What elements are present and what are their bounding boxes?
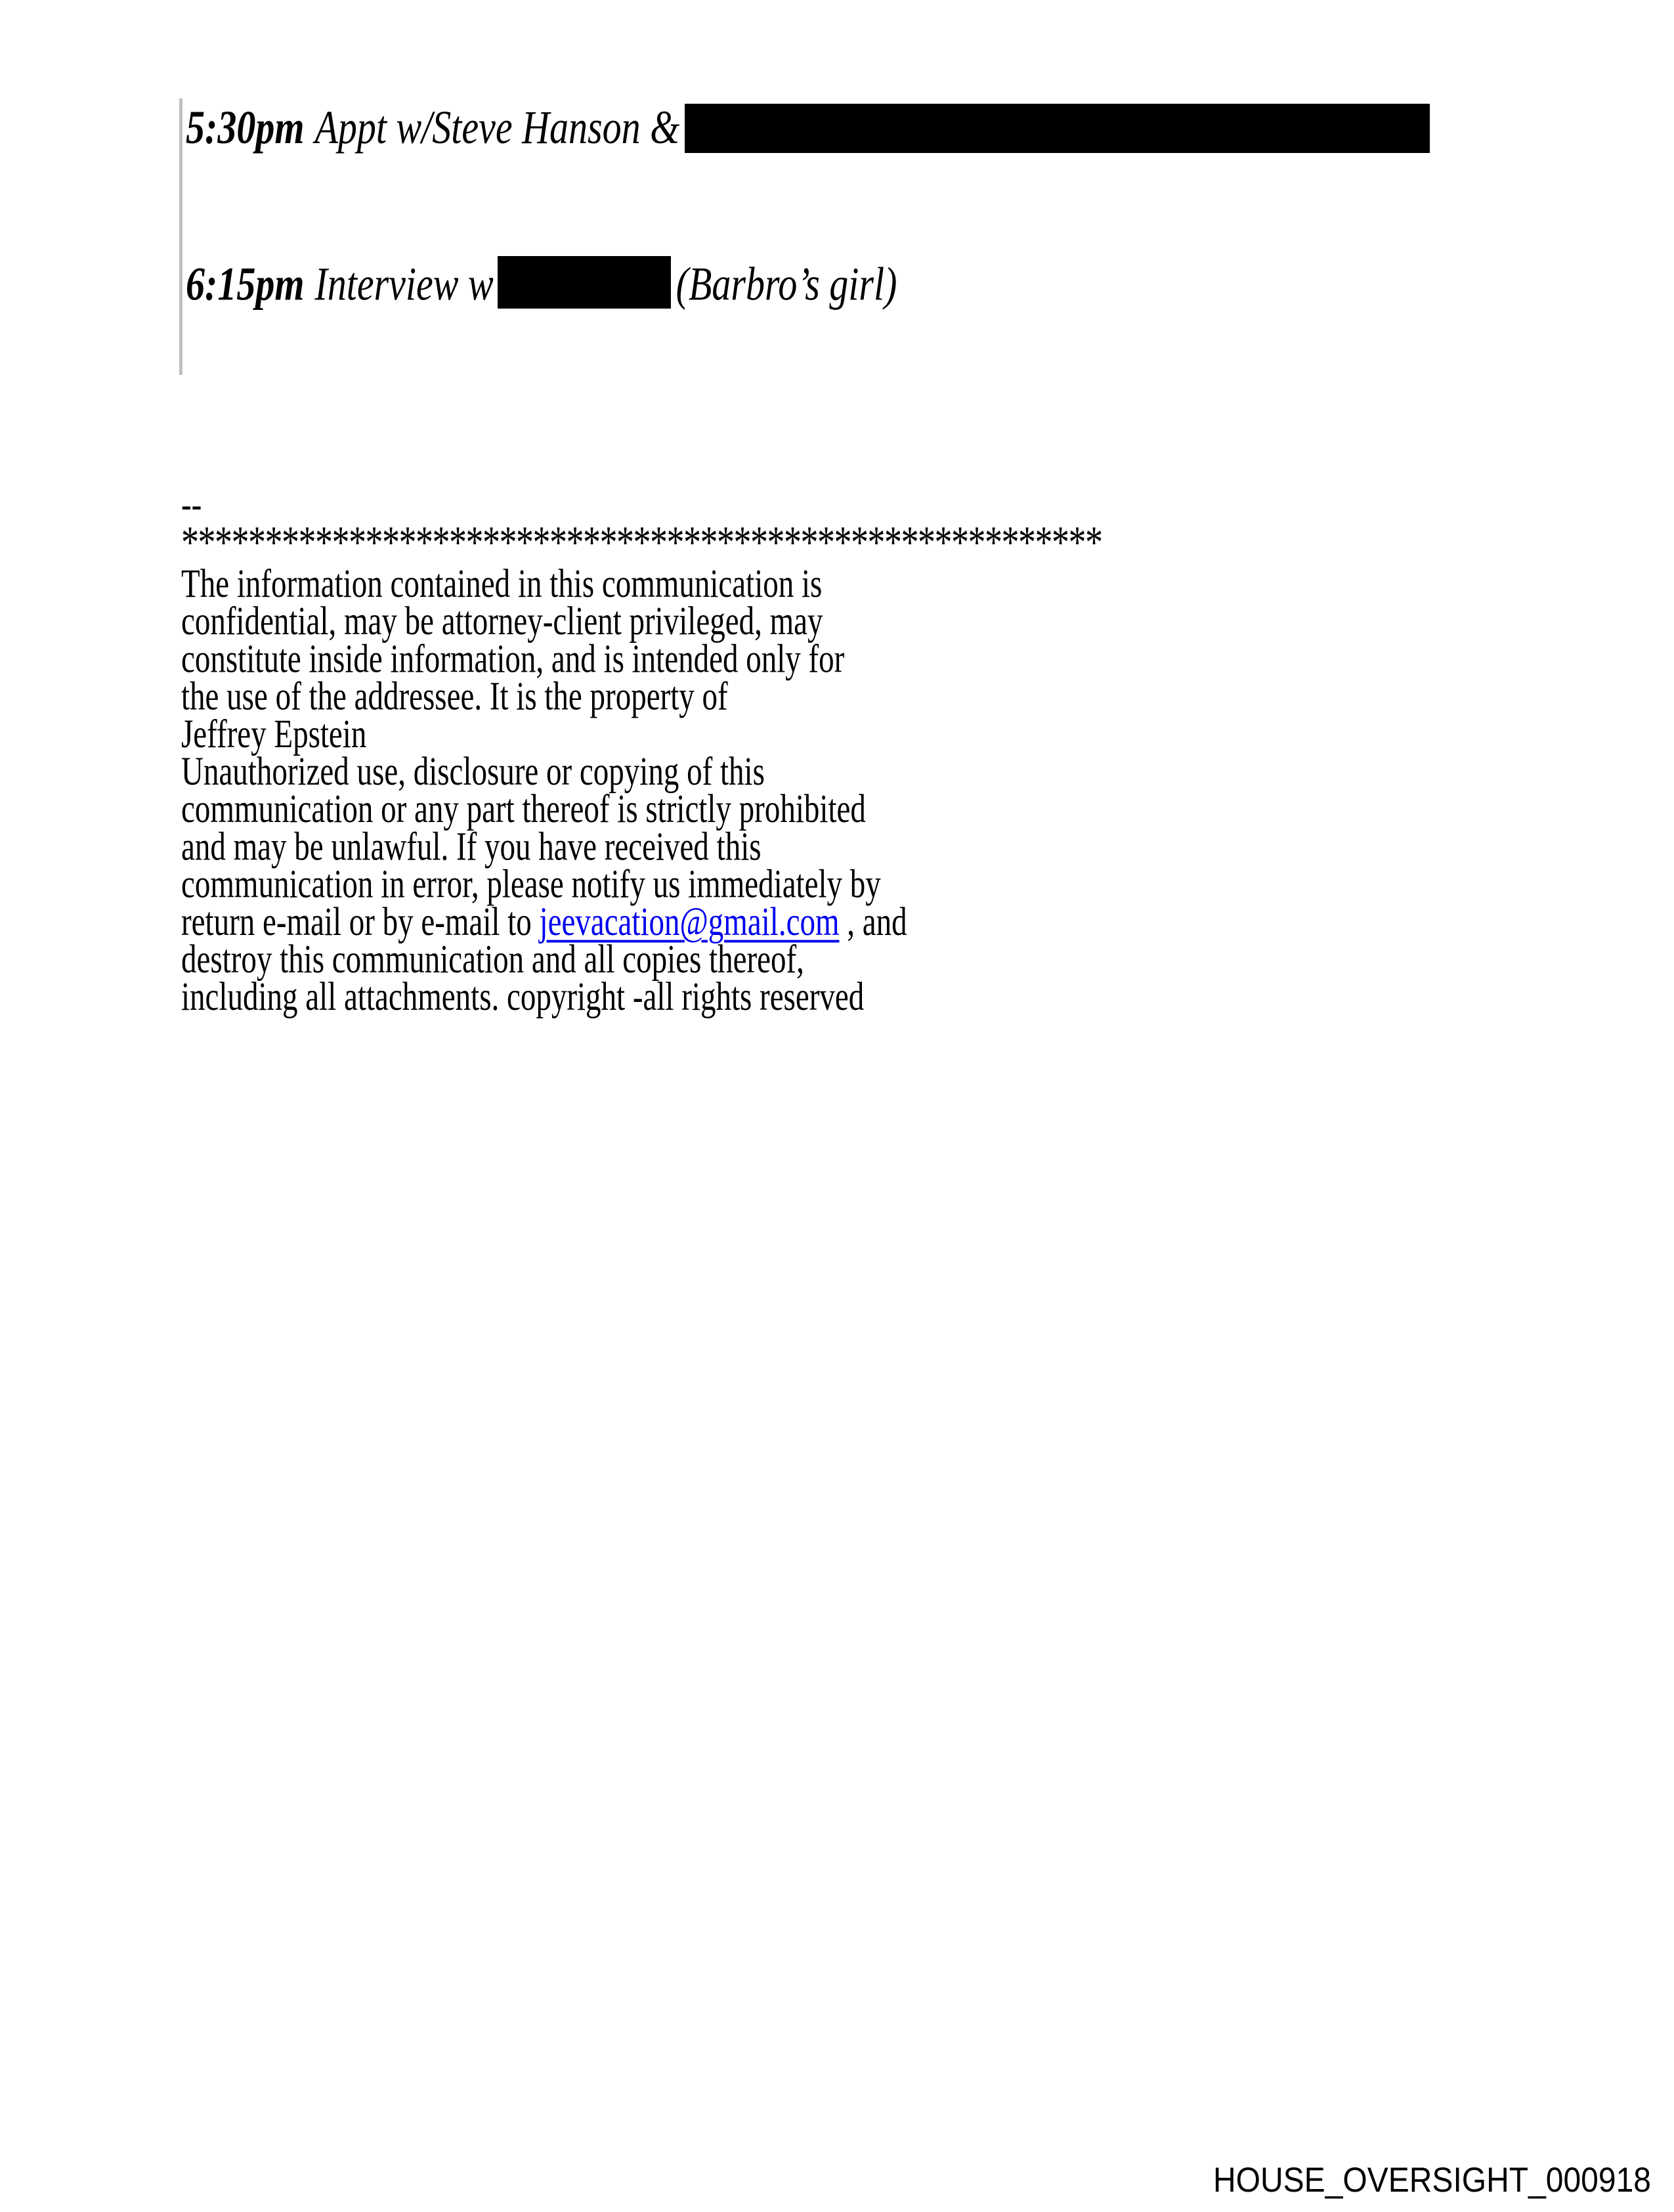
disclaimer-paragraph xyxy=(181,561,1102,1020)
disclaimer-line: constitute inside information, and is intended only for xyxy=(181,637,845,682)
entry-description: Appt w/Steve Hanson & xyxy=(314,100,680,154)
time-label: 5:30pm xyxy=(186,100,305,154)
disclaimer-line: destroy this communication and all copies thereof, xyxy=(181,937,804,982)
entry-suffix: (Barbro’s girl) xyxy=(676,257,897,311)
disclaimer-line: including all attachments. copyright -all rights reserved xyxy=(181,974,865,1020)
schedule-entry-615pm xyxy=(186,256,897,309)
disclaimer-line: communication or any part thereof is strictly prohibited xyxy=(181,787,866,832)
disclaimer-line: communication in error, please notify us immediately by xyxy=(181,862,881,907)
entry-description: Interview w xyxy=(314,257,494,311)
schedule-entry-530pm xyxy=(186,100,1430,154)
time-label: 6:15pm xyxy=(186,257,305,311)
disclaimer-line: confidential, may be attorney-client privileged, may xyxy=(181,599,823,644)
redaction-box xyxy=(498,256,671,309)
email-signature-disclaimer xyxy=(181,482,1102,1020)
link-line-prefix: return e-mail or by e-mail to xyxy=(181,900,540,945)
disclaimer-line: The information contained in this communication is xyxy=(181,561,823,607)
link-line-suffix: , and xyxy=(839,900,907,945)
quote-indicator-line xyxy=(179,98,182,375)
disclaimer-line: Unauthorized use, disclosure or copying of this xyxy=(181,749,765,794)
disclaimer-line: Jeffrey Epstein xyxy=(181,712,367,757)
signature-asterisk-line: ******************************************************* xyxy=(181,516,1102,568)
redaction-bar xyxy=(685,104,1430,153)
bates-number: HOUSE_OVERSIGHT_000918 xyxy=(1213,2161,1651,2200)
email-link[interactable]: jeevacation@gmail.com xyxy=(539,900,840,945)
disclaimer-line: the use of the addressee. It is the property of xyxy=(181,674,728,719)
disclaimer-line-with-link xyxy=(181,900,1102,945)
signature-separator: -- xyxy=(181,482,202,527)
disclaimer-line: and may be unlawful. If you have received this xyxy=(181,825,762,869)
